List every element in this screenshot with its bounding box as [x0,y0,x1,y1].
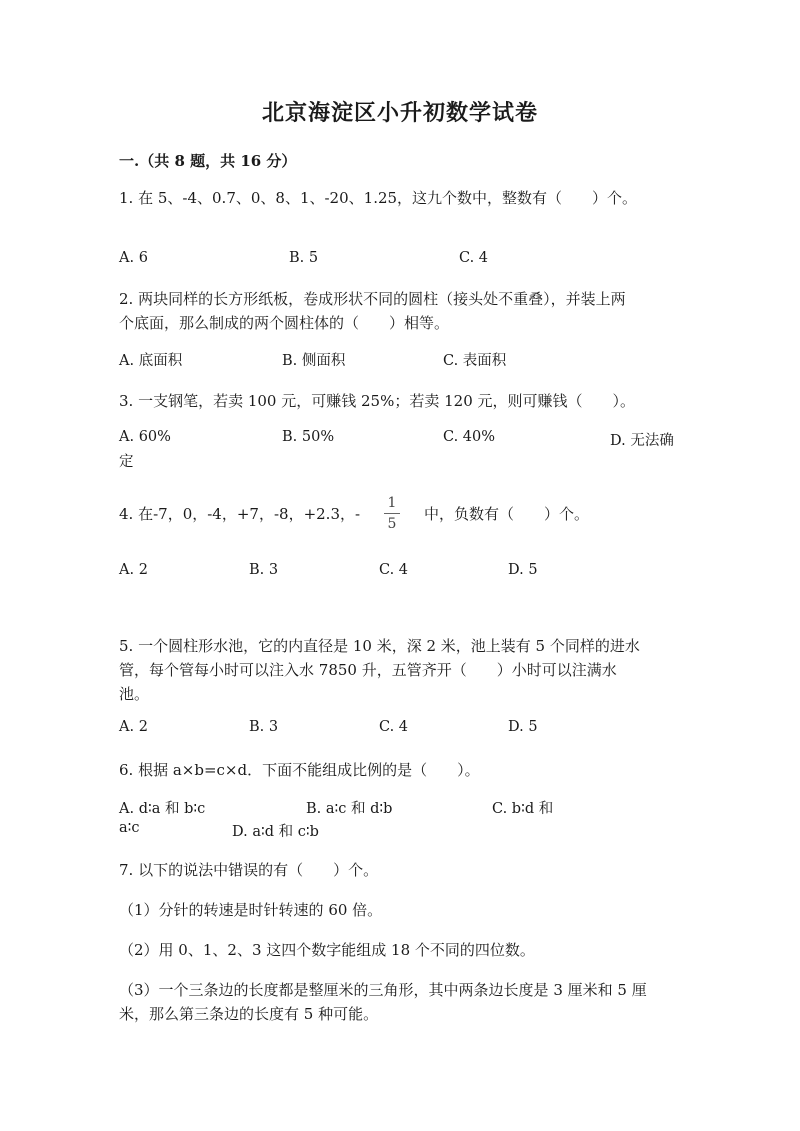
question-1-option-c: C. 4 [459,250,489,266]
question-4-option-d: D. 5 [508,562,538,578]
question-2-line-1: 2. 两块同样的长方形纸板，卷成形状不同的圆柱（接头处不重叠），并装上两 [119,290,626,308]
question-1-text: 1. 在 5、-4、0.7、0、8、1、-20、1.25，这九个数中，整数有（ ）个。 [119,189,638,207]
question-2-line-2: 个底面，那么制成的两个圆柱体的（ ）相等。 [119,314,450,332]
question-2-option-a: A. 底面积 [119,353,183,369]
question-6-text: 6. 根据 a×b=c×d．下面不能组成比例的是（ ）。 [119,761,480,779]
question-6-option-a: A. d∶a 和 b∶c [119,801,206,817]
question-5-option-a: A. 2 [119,719,148,735]
question-4-option-c: C. 4 [379,562,409,578]
fraction [384,494,400,533]
question-2-option-c: C. 表面积 [443,353,507,369]
question-3-option-a: A. 60% [119,429,171,445]
question-3-option-d: D. 无法确 [610,433,674,449]
fraction-bar [384,513,400,514]
fraction-denominator: 5 [387,516,397,532]
question-7-statement-3-line-1: （3）一个三条边的长度都是整厘米的三角形，其中两条边长度是 3 厘米和 5 厘 [119,981,647,999]
question-4-option-a: A. 2 [119,562,148,578]
question-4-option-b: B. 3 [249,562,279,578]
question-5-option-d: D. 5 [508,719,538,735]
question-6-option-c: C. b∶d 和 [492,801,554,817]
page-title: 北京海淀区小升初数学试卷 [261,100,538,126]
question-6-option-d: D. a∶d 和 c∶b [232,824,319,840]
question-7-text: 7. 以下的说法中错误的有（ ）个。 [119,861,379,879]
question-1-option-a: A. 6 [119,250,148,266]
question-5-line-3: 池。 [119,685,150,703]
question-3-option-c: C. 40% [443,429,496,445]
question-7-statement-1: （1）分针的转速是时针转速的 60 倍。 [119,901,383,919]
question-5-line-2: 管，每个管每小时可以注入水 7850 升，五管齐开（ ）小时可以注满水 [119,661,617,679]
question-7-statement-3-line-2: 米，那么第三条边的长度有 5 种可能。 [119,1005,379,1023]
fraction-numerator: 1 [387,495,397,511]
question-6-option-b: B. a∶c 和 d∶b [306,801,393,817]
question-3-option-b: B. 50% [282,429,335,445]
question-2-option-b: B. 侧面积 [282,353,346,369]
section-heading: 一.（共 8 题，共 16 分） [119,152,297,170]
question-5-line-1: 5. 一个圆柱形水池，它的内直径是 10 米，深 2 米，池上装有 5 个同样的进水 [119,637,640,655]
question-3-option-d-wrap: 定 [119,454,134,470]
question-6-option-c-wrap: a∶c [119,820,140,836]
question-4-text-before: 4. 在-7，0，-4，+7，-8，+2.3，- [119,505,361,523]
question-5-option-c: C. 4 [379,719,409,735]
question-1-option-b: B. 5 [289,250,319,266]
question-3-text: 3. 一支钢笔，若卖 100 元，可赚钱 25%；若卖 120 元，则可赚钱（ ）。 [119,392,636,410]
question-5-option-b: B. 3 [249,719,279,735]
question-4-text-after: 中，负数有（ ）个。 [424,505,590,523]
question-7-statement-2: （2）用 0、1、2、3 这四个数字能组成 18 个不同的四位数。 [119,941,535,959]
